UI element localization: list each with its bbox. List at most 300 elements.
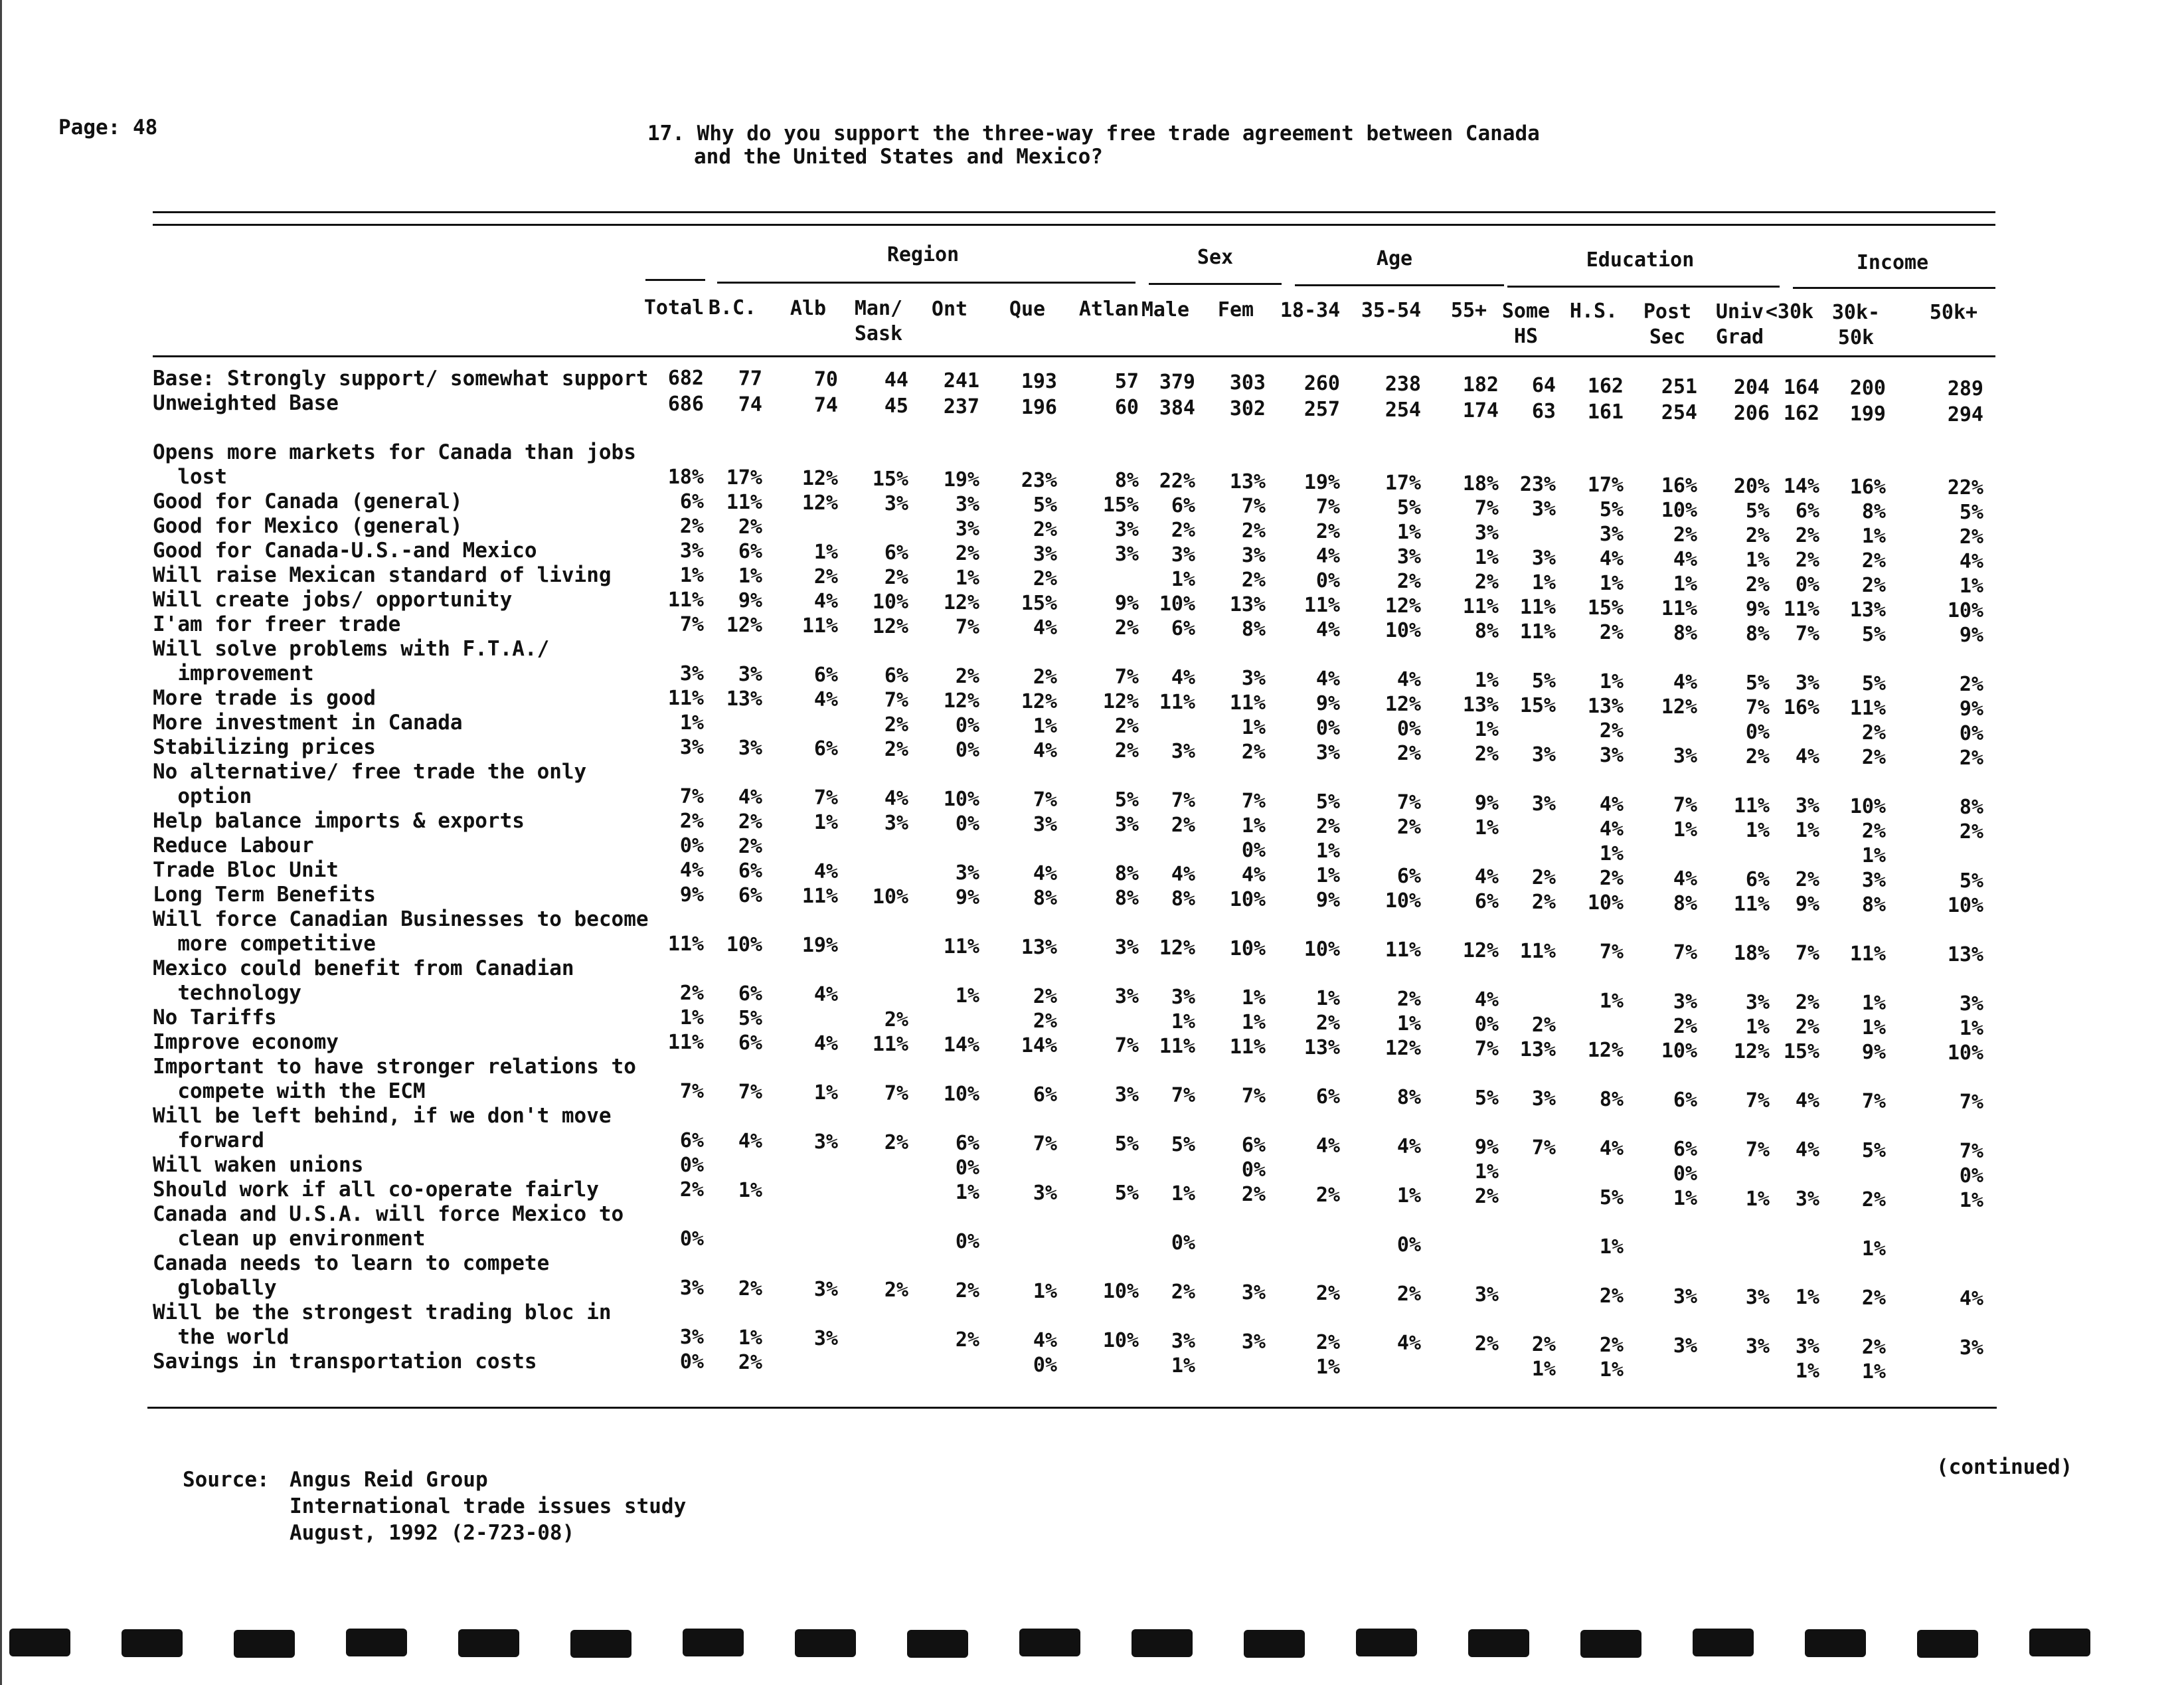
border-dash: [122, 1629, 183, 1657]
table-cell: 5%: [1033, 493, 1057, 517]
table-cell: 3%: [813, 1327, 838, 1350]
table-cell: 4%: [1474, 865, 1499, 889]
table-cell: 3%: [1599, 523, 1624, 546]
table-cell: 13%: [1303, 1036, 1340, 1059]
table-cell: 7%: [884, 1082, 908, 1105]
table-cell: 3%: [1673, 990, 1697, 1014]
table-cell: 2%: [1033, 665, 1057, 689]
table-bottom-rule: [147, 1407, 1997, 1409]
question-line-1: 17. Why do you support the three-way free trade agreement between Canada: [647, 122, 1540, 145]
table-cell: 2%: [1114, 616, 1139, 640]
table-cell: 13%: [1021, 936, 1057, 959]
table-cell: 2%: [1861, 1336, 1886, 1359]
border-dash: [234, 1630, 295, 1658]
table-cell: 8%: [1959, 796, 1983, 819]
table-cell: 5%: [1114, 788, 1139, 812]
table-cell: 12%: [1385, 594, 1421, 618]
table-cell: 3%: [1531, 792, 1556, 816]
table-cell: 4%: [1396, 668, 1421, 691]
column-header: 35-54: [1361, 299, 1422, 322]
table-cell: 2%: [1396, 570, 1421, 593]
table-cell: 251: [1661, 375, 1697, 399]
table-cell: 3%: [1599, 744, 1624, 767]
table-cell: 7%: [1745, 1089, 1770, 1112]
table-cell: 10%: [872, 590, 908, 614]
column-header-line-2: HS: [1513, 325, 1539, 348]
table-cell: 0%: [679, 1154, 704, 1177]
row-label: Good for Canada (general): [153, 489, 463, 513]
table-cell: 11%: [1159, 1035, 1195, 1058]
row-label: the world: [153, 1325, 290, 1349]
table-cell: 10%: [1159, 592, 1195, 616]
row-label: Long Term Benefits: [153, 883, 376, 907]
table-cell: 10%: [1229, 888, 1266, 911]
table-cell: 11%: [1462, 595, 1499, 618]
group-header-sex: Sex: [1197, 246, 1234, 269]
table-cell: 8%: [1745, 622, 1770, 646]
table-cell: 11%: [726, 491, 762, 514]
table-cell: 7%: [679, 1080, 704, 1103]
table-cell: 13%: [1462, 693, 1499, 717]
table-cell: 3%: [813, 1278, 838, 1301]
table-cell: 4%: [813, 590, 838, 613]
scan-left-border: [0, 0, 2, 1685]
table-cell: 2%: [1795, 549, 1819, 572]
table-cell: 3%: [1114, 518, 1139, 541]
table-cell: 3%: [1795, 671, 1819, 695]
table-cell: 1%: [1315, 987, 1340, 1010]
row-label: Opens more markets for Canada than jobs: [153, 440, 636, 464]
table-cell: 4%: [1033, 739, 1057, 762]
table-cell: 12%: [1733, 1040, 1770, 1063]
table-cell: 5%: [1114, 1182, 1139, 1205]
table-cell: 0%: [679, 834, 704, 857]
table-cell: 6%: [955, 1132, 979, 1155]
table-cell: 0%: [1795, 573, 1819, 596]
table-cell: 1%: [1673, 573, 1697, 596]
column-header-line-2: 50k: [1837, 326, 1875, 349]
table-cell: 12%: [801, 491, 838, 515]
table-cell: 5%: [738, 1007, 762, 1030]
table-cell: 1%: [1241, 814, 1266, 838]
table-cell: 8%: [1396, 1086, 1421, 1109]
top-rule-1: [153, 211, 1995, 213]
table-cell: 5%: [1861, 623, 1886, 646]
table-cell: 2%: [1599, 1285, 1624, 1308]
table-cell: 4%: [738, 786, 762, 809]
table-cell: 7%: [1171, 789, 1195, 812]
table-cell: 10%: [1947, 1041, 1983, 1065]
table-cell: 7%: [955, 616, 979, 639]
table-cell: 2%: [1745, 745, 1770, 768]
table-cell: 4%: [1033, 616, 1057, 640]
table-cell: 5%: [1315, 790, 1340, 814]
table-cell: 241: [943, 369, 979, 393]
column-header: Ont: [931, 298, 968, 321]
table-cell: 12%: [1159, 936, 1195, 960]
row-label: Trade Bloc Unit: [153, 858, 339, 882]
table-cell: 3%: [738, 663, 762, 686]
table-cell: 289: [1947, 377, 1983, 400]
border-dash: [346, 1629, 407, 1656]
table-cell: 302: [1229, 397, 1266, 420]
table-cell: 7%: [1033, 788, 1057, 812]
table-cell: 0%: [1396, 717, 1421, 741]
table-cell: 2%: [1033, 985, 1057, 1008]
table-cell: 3%: [1959, 992, 1983, 1016]
table-cell: 9%: [1315, 692, 1340, 715]
table-cell: 2%: [1599, 719, 1624, 743]
table-cell: 3%: [1474, 1283, 1499, 1306]
table-cell: 260: [1303, 372, 1340, 395]
table-cell: 3%: [1959, 1336, 1983, 1360]
table-cell: 3%: [1396, 545, 1421, 569]
table-cell: 1%: [1959, 1189, 1983, 1212]
table-cell: 4%: [1033, 862, 1057, 885]
table-cell: 9%: [1114, 592, 1139, 615]
table-cell: 11%: [667, 1031, 704, 1054]
row-label: I'am for freer trade: [153, 612, 401, 636]
table-cell: 7%: [1745, 696, 1770, 719]
table-cell: 3%: [1033, 543, 1057, 566]
table-cell: 3%: [1474, 521, 1499, 545]
table-cell: 1%: [738, 1326, 762, 1350]
table-cell: 11%: [1303, 594, 1340, 617]
table-cell: 12%: [1385, 693, 1421, 716]
group-header-region: Region: [886, 243, 960, 266]
table-cell: 1%: [679, 1006, 704, 1029]
table-cell: 8%: [1861, 500, 1886, 523]
table-cell: 182: [1462, 373, 1499, 397]
table-cell: 4%: [1396, 1332, 1421, 1355]
table-cell: 5%: [1531, 669, 1556, 693]
table-cell: 3%: [1531, 547, 1556, 570]
table-cell: 6%: [1795, 499, 1819, 523]
border-dash: [1132, 1629, 1193, 1657]
table-cell: 2%: [1531, 891, 1556, 914]
table-cell: 8%: [1033, 887, 1057, 910]
table-cell: 161: [1587, 400, 1624, 424]
border-dash: [1468, 1629, 1529, 1657]
table-cell: 4%: [1795, 1138, 1819, 1162]
table-cell: 9%: [1795, 893, 1819, 916]
table-cell: 1%: [1171, 1010, 1195, 1033]
table-cell: 7%: [738, 1081, 762, 1104]
table-cell: 7%: [1795, 942, 1819, 965]
table-cell: 3%: [955, 493, 979, 516]
table-cell: 3%: [1673, 1334, 1697, 1358]
table-cell: 8%: [1241, 618, 1266, 641]
column-header: Man/: [854, 297, 903, 320]
table-cell: 1%: [738, 565, 762, 588]
table-cell: 6%: [1745, 868, 1770, 891]
table-cell: 6%: [1033, 1083, 1057, 1107]
table-cell: 7%: [1673, 941, 1697, 964]
column-header: Fem: [1217, 298, 1254, 321]
table-cell: 7%: [1396, 791, 1421, 814]
table-cell: 5%: [1599, 498, 1624, 521]
border-dash: [1805, 1629, 1866, 1657]
table-cell: 0%: [1315, 717, 1340, 740]
border-dash: [1580, 1630, 1641, 1658]
table-cell: 0%: [955, 1230, 979, 1253]
table-cell: 3%: [1861, 869, 1886, 892]
table-cell: 1%: [1599, 1358, 1624, 1381]
table-cell: 2%: [1315, 1282, 1340, 1305]
table-cell: 2%: [1033, 1010, 1057, 1033]
table-cell: 10%: [1947, 599, 1983, 622]
table-cell: 2%: [1531, 866, 1556, 889]
row-label: improvement: [153, 662, 314, 685]
table-cell: 2%: [884, 566, 908, 589]
table-cell: 3%: [1241, 1330, 1266, 1354]
table-cell: 2%: [1861, 1188, 1886, 1211]
table-cell: 294: [1947, 403, 1983, 426]
row-label: More trade is good: [153, 686, 376, 710]
table-cell: 2%: [1474, 743, 1499, 766]
row-label: technology: [153, 981, 301, 1005]
table-cell: 1%: [1599, 1235, 1624, 1259]
column-header: Male: [1141, 298, 1190, 321]
table-cell: 11%: [667, 588, 704, 612]
table-cell: 7%: [813, 786, 838, 810]
table-cell: 1%: [1745, 1188, 1770, 1211]
table-cell: 11%: [667, 932, 704, 956]
table-cell: 7%: [1241, 1085, 1266, 1108]
table-cell: 8%: [1599, 1088, 1624, 1111]
table-cell: 5%: [1474, 1087, 1499, 1110]
column-header: 30k-: [1831, 301, 1881, 324]
table-cell: 77: [738, 367, 762, 391]
table-cell: 1%: [1673, 1187, 1697, 1210]
table-cell: 4%: [1959, 550, 1983, 573]
table-cell: 2%: [1474, 571, 1499, 594]
table-cell: 6%: [1396, 865, 1421, 888]
table-cell: 3%: [884, 812, 908, 835]
table-cell: 4%: [813, 983, 838, 1006]
table-cell: 4%: [1171, 666, 1195, 689]
table-cell: 199: [1849, 402, 1886, 426]
table-cell: 1%: [1474, 816, 1499, 840]
table-cell: 18%: [1733, 942, 1770, 965]
table-cell: 8%: [1171, 887, 1195, 911]
table-cell: 2%: [1474, 1185, 1499, 1208]
table-cell: 3%: [955, 517, 979, 541]
table-cell: 2%: [1673, 1015, 1697, 1038]
table-cell: 2%: [1959, 673, 1983, 696]
table-cell: 8%: [1114, 862, 1139, 885]
table-cell: 2%: [884, 1131, 908, 1154]
table-cell: 2%: [1315, 1331, 1340, 1354]
table-cell: 8%: [1673, 622, 1697, 645]
table-cell: 1%: [679, 564, 704, 587]
table-cell: 1%: [1171, 1354, 1195, 1377]
table-cell: 5%: [1745, 499, 1770, 523]
table-cell: 237: [943, 395, 979, 418]
table-cell: 16%: [1849, 476, 1886, 499]
table-cell: 1%: [1396, 521, 1421, 544]
table-cell: 11%: [1849, 942, 1886, 966]
table-cell: 3%: [1795, 794, 1819, 818]
age-rule: [1295, 284, 1504, 286]
table-cell: 10%: [1661, 1039, 1697, 1063]
row-label: option: [153, 784, 252, 808]
table-cell: 4%: [738, 1130, 762, 1153]
row-label: Savings in transportation costs: [153, 1350, 537, 1374]
table-cell: 2%: [738, 1351, 762, 1374]
table-cell: 10%: [943, 1083, 979, 1106]
table-cell: 11%: [667, 687, 704, 710]
table-cell: 1%: [1959, 1017, 1983, 1040]
table-cell: 7%: [1241, 790, 1266, 813]
table-cell: 11%: [1661, 597, 1697, 620]
header-bottom-rule: [153, 355, 1995, 357]
table-cell: 22%: [1947, 476, 1983, 499]
table-cell: 8%: [1861, 893, 1886, 917]
table-cell: 2%: [1795, 1016, 1819, 1039]
table-cell: 257: [1303, 398, 1340, 421]
table-cell: 2%: [738, 515, 762, 539]
table-cell: 8%: [1474, 620, 1499, 643]
table-cell: 1%: [955, 984, 979, 1008]
table-cell: 2%: [1673, 523, 1697, 547]
education-rule: [1507, 286, 1780, 288]
table-cell: 0%: [1241, 839, 1266, 862]
table-cell: 7%: [1474, 497, 1499, 520]
table-cell: 164: [1783, 376, 1819, 399]
table-cell: 1%: [1531, 1358, 1556, 1381]
table-cell: 15%: [1587, 596, 1624, 620]
table-cell: 174: [1462, 399, 1499, 422]
table-cell: 9%: [738, 589, 762, 612]
column-header: Univ: [1715, 300, 1764, 323]
table-cell: 4%: [1959, 1287, 1983, 1310]
table-cell: 2%: [1599, 621, 1624, 644]
table-cell: 6%: [738, 1031, 762, 1055]
table-cell: 1%: [1315, 840, 1340, 863]
table-cell: 2%: [1795, 524, 1819, 547]
table-cell: 2%: [1241, 1183, 1266, 1206]
table-cell: 10%: [1102, 1280, 1139, 1303]
table-cell: 2%: [1861, 746, 1886, 769]
table-cell: 3%: [679, 1326, 704, 1349]
column-header: Some: [1501, 300, 1551, 323]
table-cell: 6%: [1171, 494, 1195, 517]
table-cell: 2%: [1171, 519, 1195, 542]
table-cell: 13%: [1519, 1038, 1556, 1061]
table-cell: 4%: [679, 859, 704, 882]
table-cell: 3%: [1673, 745, 1697, 768]
table-cell: 0%: [955, 739, 979, 762]
row-label: Mexico could benefit from Canadian: [153, 956, 574, 980]
border-dash: [1917, 1630, 1978, 1658]
table-cell: 2%: [679, 982, 704, 1005]
table-cell: 4%: [1795, 745, 1819, 768]
row-label: Good for Mexico (general): [153, 514, 463, 538]
table-cell: 11%: [801, 614, 838, 638]
total-rule: [645, 279, 705, 281]
row-label: No alternative/ free trade the only: [153, 760, 587, 784]
table-cell: 11%: [872, 1033, 908, 1056]
table-cell: 13%: [1849, 598, 1886, 622]
table-cell: 4%: [1673, 548, 1697, 571]
table-cell: 11%: [1519, 596, 1556, 619]
table-cell: 2%: [1241, 741, 1266, 764]
table-cell: 12%: [1661, 695, 1697, 719]
row-label: Should work if all co-operate fairly: [153, 1178, 599, 1201]
table-cell: 10%: [1303, 938, 1340, 961]
table-cell: 6%: [679, 1129, 704, 1152]
table-cell: 2%: [1241, 519, 1266, 543]
table-cell: 1%: [1795, 1286, 1819, 1309]
table-cell: 1%: [1171, 1182, 1195, 1205]
table-cell: 3%: [1114, 1083, 1139, 1107]
table-cell: 16%: [1783, 696, 1819, 719]
column-header-line-2: Grad: [1715, 325, 1764, 349]
table-cell: 2%: [1033, 518, 1057, 541]
table-cell: 206: [1733, 402, 1770, 425]
table-cell: 10%: [1385, 889, 1421, 913]
table-cell: 4%: [1033, 1329, 1057, 1352]
table-cell: 14%: [943, 1033, 979, 1057]
row-label: More investment in Canada: [153, 711, 463, 735]
table-cell: 5%: [1861, 1139, 1886, 1162]
table-cell: 1%: [1861, 525, 1886, 548]
table-cell: 2%: [1599, 867, 1624, 890]
table-cell: 6%: [884, 541, 908, 565]
table-cell: 5%: [1171, 1133, 1195, 1156]
table-cell: 0%: [955, 1156, 979, 1180]
table-cell: 12%: [943, 689, 979, 713]
table-cell: 6%: [813, 664, 838, 687]
table-cell: 6%: [1474, 890, 1499, 913]
row-label: forward: [153, 1128, 264, 1152]
table-cell: 7%: [1033, 1132, 1057, 1156]
table-cell: 2%: [1861, 574, 1886, 597]
table-cell: 200: [1849, 377, 1886, 400]
table-cell: 3%: [1114, 936, 1139, 959]
table-cell: 5%: [1861, 672, 1886, 695]
table-cell: 2%: [679, 1178, 704, 1201]
table-cell: 1%: [738, 1179, 762, 1202]
table-cell: 6%: [1673, 1138, 1697, 1161]
table-cell: 1%: [813, 541, 838, 564]
table-cell: 1%: [1599, 572, 1624, 595]
border-dash: [458, 1629, 519, 1657]
table-cell: 1%: [1861, 844, 1886, 867]
table-cell: 6%: [738, 540, 762, 563]
table-cell: 162: [1783, 402, 1819, 425]
table-cell: 2%: [738, 1277, 762, 1300]
table-cell: 19%: [943, 468, 979, 491]
group-header-income: Income: [1856, 251, 1929, 274]
table-cell: 6%: [1315, 1085, 1340, 1109]
row-label: Will force Canadian Businesses to become: [153, 907, 649, 931]
table-cell: 20%: [1733, 475, 1770, 498]
table-cell: 682: [667, 367, 704, 390]
table-cell: 7%: [1745, 1138, 1770, 1162]
table-cell: 1%: [1861, 1016, 1886, 1039]
column-header: 50k+: [1929, 301, 1978, 324]
table-cell: 6%: [1673, 1089, 1697, 1112]
table-cell: 8%: [1114, 887, 1139, 910]
table-cell: 196: [1021, 396, 1057, 419]
table-cell: 5%: [1959, 869, 1983, 893]
group-header-age: Age: [1376, 247, 1413, 270]
column-header: Post: [1643, 300, 1692, 323]
table-cell: 4%: [1599, 793, 1624, 816]
table-cell: 15%: [1519, 694, 1556, 717]
